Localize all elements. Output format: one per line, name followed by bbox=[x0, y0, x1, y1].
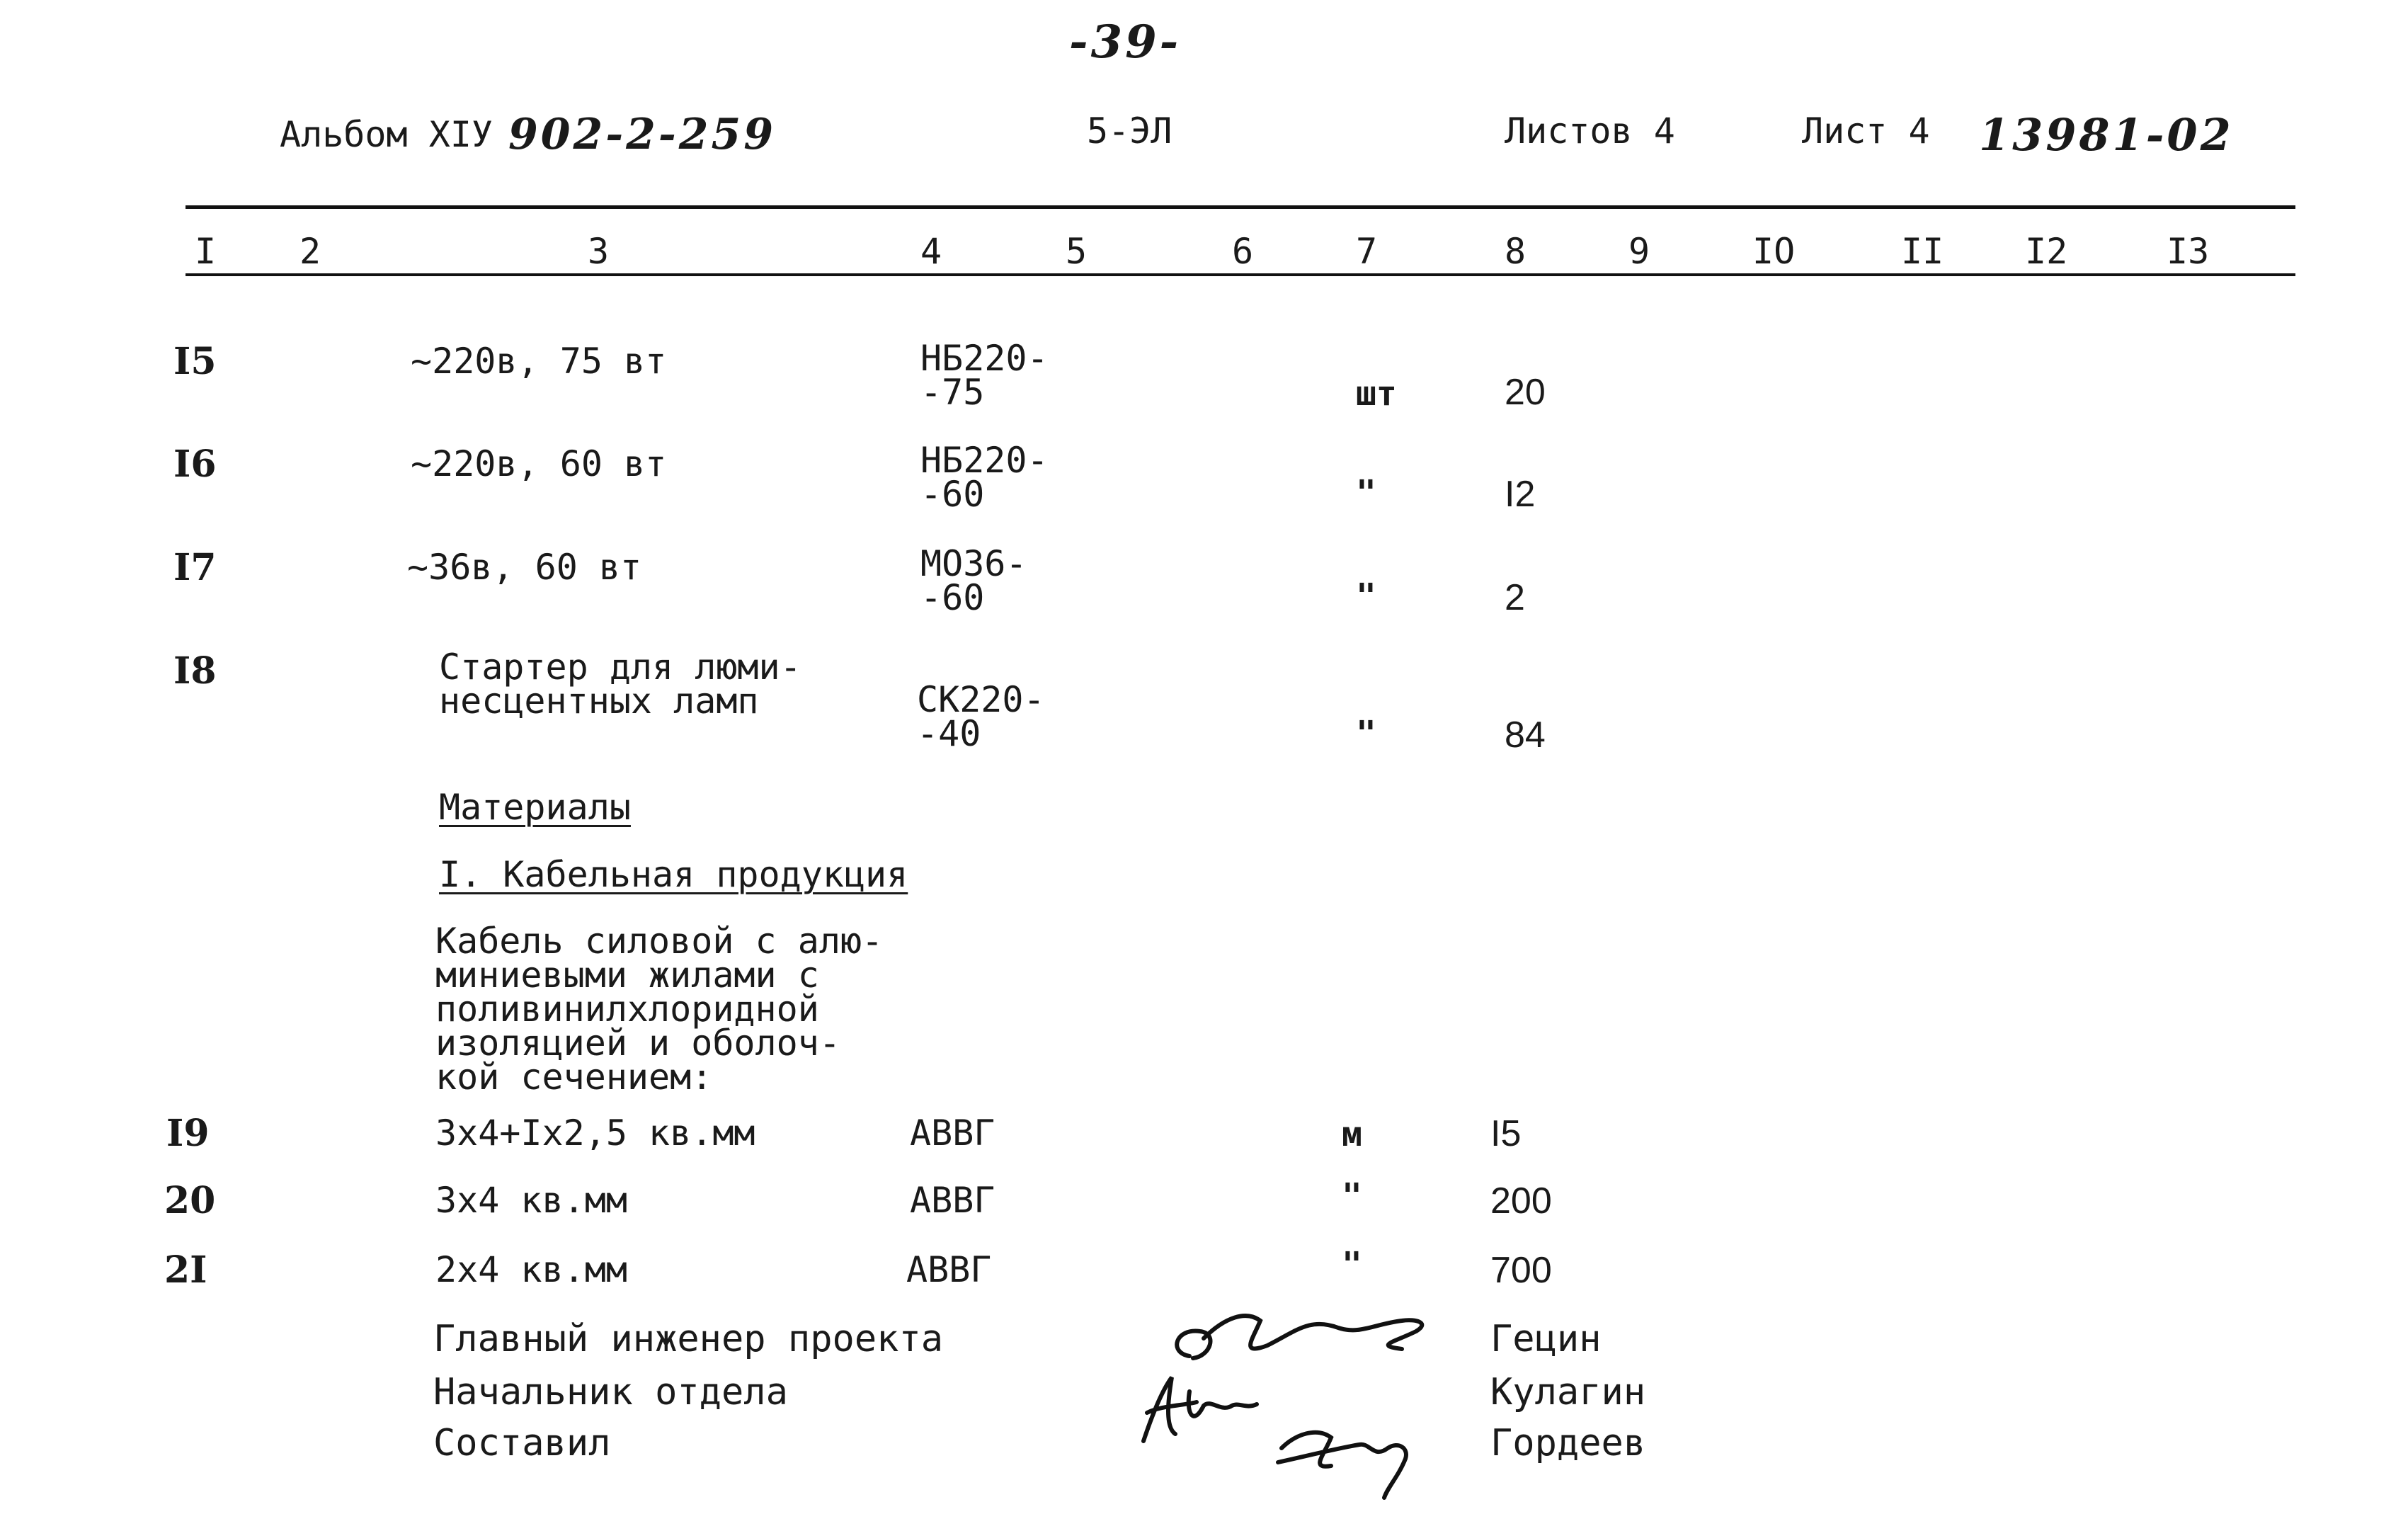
column-number: 5 bbox=[1066, 231, 1088, 272]
item-unit: " bbox=[1342, 1176, 1362, 1216]
item-unit: шт bbox=[1356, 374, 1397, 414]
page-number: -39- bbox=[1069, 16, 1182, 69]
column-number: 4 bbox=[920, 231, 942, 272]
section-code: 5-ЭЛ bbox=[1087, 110, 1172, 152]
item-description: ~220в, 60 вт bbox=[411, 443, 667, 484]
column-number: II bbox=[1901, 231, 1944, 272]
column-number: I bbox=[195, 231, 217, 272]
item-type: НБ220- -75 bbox=[920, 338, 1049, 413]
row-number: 2I bbox=[164, 1248, 207, 1292]
row-number: I6 bbox=[173, 443, 217, 486]
item-unit: " bbox=[1356, 714, 1376, 753]
item-description: 3х4+Iх2,5 кв.мм bbox=[435, 1112, 755, 1154]
column-number: 8 bbox=[1505, 231, 1527, 272]
row-number: I8 bbox=[173, 649, 217, 693]
row-number: I9 bbox=[166, 1112, 210, 1155]
album-code: 902-2-259 bbox=[508, 110, 777, 159]
row-number: 20 bbox=[164, 1179, 216, 1222]
item-description: ~220в, 75 вт bbox=[411, 341, 667, 382]
item-quantity: 700 bbox=[1490, 1250, 1552, 1291]
item-description: 2х4 кв.мм bbox=[435, 1249, 627, 1290]
signature-name: Гецин bbox=[1490, 1318, 1602, 1360]
column-number: 6 bbox=[1232, 231, 1254, 272]
item-description: 3х4 кв.мм bbox=[435, 1180, 627, 1221]
column-number: I3 bbox=[2167, 231, 2210, 272]
item-unit: " bbox=[1356, 473, 1376, 513]
column-number: I2 bbox=[2025, 231, 2068, 272]
item-description: ~36в, 60 вт bbox=[407, 547, 642, 588]
handwritten-signature bbox=[1133, 1363, 1289, 1462]
item-type: НБ220- -60 bbox=[920, 440, 1049, 515]
item-description: Стартер для люми- несцентных ламп bbox=[439, 647, 801, 722]
column-number: 3 bbox=[588, 231, 610, 272]
signature-role: Начальник отдела bbox=[433, 1371, 788, 1413]
cable-description: Кабель силовой с алю- миниевыми жилами с поливинилхлоридной изоляцией и оболоч- кой сечением: bbox=[435, 921, 884, 1098]
signature-name: Кулагин bbox=[1490, 1371, 1646, 1413]
column-number: 2 bbox=[299, 231, 321, 272]
item-type: СК220- -40 bbox=[917, 679, 1045, 754]
column-number: 7 bbox=[1356, 231, 1378, 272]
cable-subsection-text: I. Кабельная продукция bbox=[439, 854, 908, 895]
cable-subsection-title bbox=[439, 854, 908, 895]
handwritten-signature bbox=[1267, 1406, 1430, 1501]
item-unit: " bbox=[1342, 1245, 1362, 1285]
item-quantity: 200 bbox=[1490, 1180, 1552, 1222]
item-type: МО36- -60 bbox=[920, 543, 1027, 618]
signature-role: Составил bbox=[433, 1422, 611, 1464]
signature-name: Гордеев bbox=[1490, 1422, 1646, 1464]
row-number: I5 bbox=[173, 340, 217, 383]
item-quantity: 84 bbox=[1505, 715, 1546, 756]
column-number: 9 bbox=[1628, 231, 1650, 272]
item-unit: " bbox=[1356, 576, 1376, 616]
item-type: АВВГ bbox=[910, 1180, 995, 1221]
item-quantity: I2 bbox=[1505, 474, 1536, 515]
item-quantity: 2 bbox=[1505, 577, 1525, 618]
sheet-number: Лист 4 bbox=[1802, 110, 1930, 152]
item-type: АВВГ bbox=[910, 1112, 995, 1154]
column-header-rule bbox=[186, 273, 2295, 276]
item-unit: м bbox=[1342, 1115, 1362, 1154]
top-rule bbox=[186, 205, 2295, 209]
item-quantity: 20 bbox=[1505, 372, 1546, 413]
item-type: АВВГ bbox=[906, 1249, 992, 1290]
document-number: 13981-02 bbox=[1979, 109, 2234, 161]
sheets-total: Листов 4 bbox=[1505, 110, 1675, 152]
signature-role: Главный инженер проекта bbox=[433, 1318, 944, 1360]
album-label: Альбом XIУ bbox=[280, 114, 493, 155]
row-number: I7 bbox=[173, 546, 217, 589]
item-quantity: I5 bbox=[1490, 1113, 1522, 1154]
column-number: IO bbox=[1752, 231, 1796, 272]
materials-title: Материалы bbox=[439, 787, 631, 828]
